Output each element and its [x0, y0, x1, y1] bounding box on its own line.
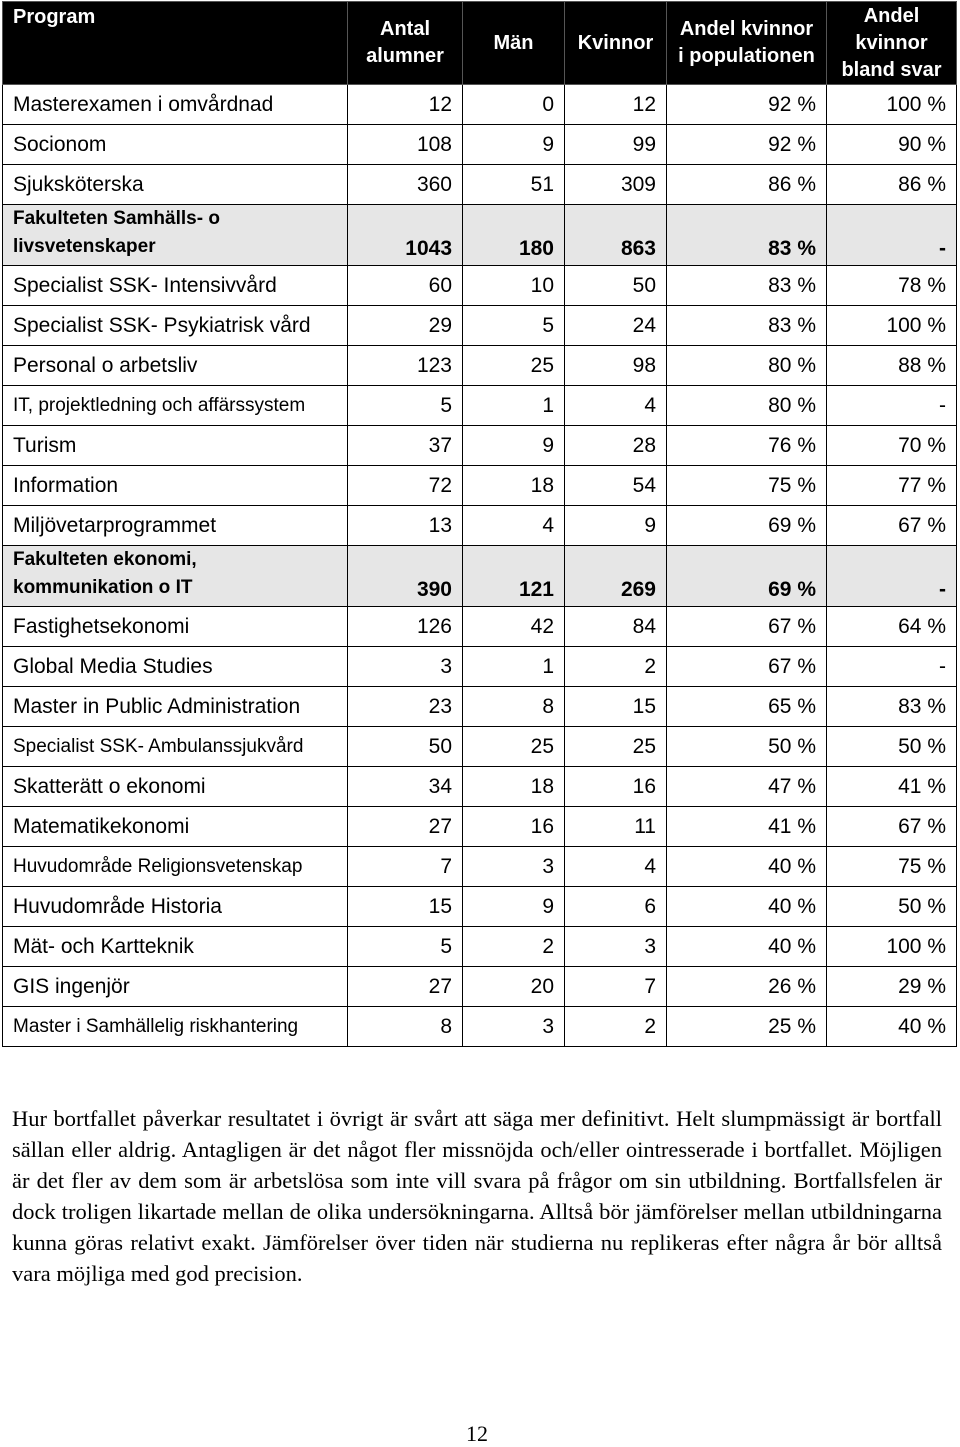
cell-antal-alumner: 8 — [348, 1007, 463, 1047]
cell-andel-svar: 83 % — [827, 687, 957, 727]
cell-antal-alumner: 5 — [348, 927, 463, 967]
cell-man: 2 — [463, 927, 565, 967]
cell-kvinnor: 50 — [565, 266, 667, 306]
cell-man: 25 — [463, 346, 565, 386]
cell-program: Global Media Studies — [3, 647, 348, 687]
table-body — [3, 85, 957, 1047]
body-paragraph: Hur bortfallet påverkar resultatet i övrigt är svårt att säga mer definitivt. Helt slumpmässigt är bortfall sällan eller aldrig. Antagligen är det något fler missnöjda och/eller ointresserade i bortfallet. Möjligen är det fler av dem som är arbetslösa som inte vill svara på frågor om sin utbildning. Bortfallsfelen är dock troligen likartade mellan de olika undersökningarna. Alltså bör jämförelser mellan utbildningarna kunna göras relativt exakt. Jämförelser över tiden när studierna nu replikeras efter några år bör alltså vara möjliga med god precision. — [12, 1106, 942, 1286]
cell-man: 10 — [463, 266, 565, 306]
cell-man: 42 — [463, 607, 565, 647]
cell-andel-population: 25 % — [667, 1007, 827, 1047]
cell-program: IT, projektledning och affärssystem — [3, 386, 348, 426]
cell-kvinnor: 24 — [565, 306, 667, 346]
cell-program: Sjuksköterska — [3, 165, 348, 205]
cell-kvinnor: 28 — [565, 426, 667, 466]
cell-man: 121 — [463, 546, 565, 607]
faculty-summary-row — [3, 205, 957, 266]
cell-program: Personal o arbetsliv — [3, 346, 348, 386]
cell-antal-alumner: 34 — [348, 767, 463, 807]
cell-program: Fakulteten Samhälls- o livsvetenskaper — [3, 205, 348, 266]
faculty-summary-row — [3, 546, 957, 607]
cell-antal-alumner: 7 — [348, 847, 463, 887]
cell-man: 4 — [463, 506, 565, 546]
cell-andel-svar: 50 % — [827, 727, 957, 767]
cell-man: 3 — [463, 1007, 565, 1047]
cell-andel-svar: 86 % — [827, 165, 957, 205]
table-row — [3, 165, 957, 205]
cell-andel-svar: - — [827, 386, 957, 426]
cell-kvinnor: 7 — [565, 967, 667, 1007]
cell-andel-population: 76 % — [667, 426, 827, 466]
table-row — [3, 967, 957, 1007]
cell-andel-population: 67 % — [667, 607, 827, 647]
cell-man: 51 — [463, 165, 565, 205]
cell-andel-population: 47 % — [667, 767, 827, 807]
cell-andel-population: 26 % — [667, 967, 827, 1007]
cell-kvinnor: 269 — [565, 546, 667, 607]
cell-andel-population: 40 % — [667, 927, 827, 967]
cell-andel-population: 75 % — [667, 466, 827, 506]
cell-kvinnor: 12 — [565, 85, 667, 125]
cell-andel-svar: 29 % — [827, 967, 957, 1007]
table-row — [3, 506, 957, 546]
cell-program: Turism — [3, 426, 348, 466]
cell-kvinnor: 2 — [565, 1007, 667, 1047]
cell-antal-alumner: 3 — [348, 647, 463, 687]
table-header-row — [3, 2, 957, 85]
cell-andel-population: 86 % — [667, 165, 827, 205]
cell-antal-alumner: 15 — [348, 887, 463, 927]
alumni-gender-table — [2, 1, 957, 1047]
cell-andel-population: 83 % — [667, 266, 827, 306]
cell-man: 9 — [463, 887, 565, 927]
cell-andel-population: 40 % — [667, 847, 827, 887]
cell-andel-population: 67 % — [667, 647, 827, 687]
cell-program: Information — [3, 466, 348, 506]
header-kvinnor: Kvinnor — [565, 2, 667, 85]
table-row — [3, 847, 957, 887]
cell-kvinnor: 9 — [565, 506, 667, 546]
cell-andel-svar: 77 % — [827, 466, 957, 506]
cell-andel-population: 80 % — [667, 346, 827, 386]
cell-kvinnor: 6 — [565, 887, 667, 927]
cell-andel-population: 69 % — [667, 546, 827, 607]
cell-antal-alumner: 390 — [348, 546, 463, 607]
cell-antal-alumner: 5 — [348, 386, 463, 426]
cell-kvinnor: 11 — [565, 807, 667, 847]
cell-antal-alumner: 72 — [348, 466, 463, 506]
page-number: 12 — [466, 1421, 488, 1446]
table-row — [3, 386, 957, 426]
header-man: Män — [463, 2, 565, 85]
cell-kvinnor: 863 — [565, 205, 667, 266]
cell-andel-svar: - — [827, 205, 957, 266]
cell-andel-svar: 67 % — [827, 807, 957, 847]
cell-andel-population: 50 % — [667, 727, 827, 767]
cell-andel-svar: 50 % — [827, 887, 957, 927]
cell-program: Huvudområde Historia — [3, 887, 348, 927]
header-program: Program — [3, 2, 348, 85]
cell-antal-alumner: 12 — [348, 85, 463, 125]
cell-andel-population: 40 % — [667, 887, 827, 927]
table-row — [3, 727, 957, 767]
cell-man: 0 — [463, 85, 565, 125]
cell-andel-population: 92 % — [667, 125, 827, 165]
cell-andel-population: 69 % — [667, 506, 827, 546]
table-row — [3, 887, 957, 927]
cell-antal-alumner: 27 — [348, 967, 463, 1007]
cell-antal-alumner: 50 — [348, 727, 463, 767]
cell-kvinnor: 99 — [565, 125, 667, 165]
cell-program: Fastighetsekonomi — [3, 607, 348, 647]
cell-man: 1 — [463, 647, 565, 687]
cell-program: Master in Public Administration — [3, 687, 348, 727]
cell-program: Mät- och Kartteknik — [3, 927, 348, 967]
cell-man: 20 — [463, 967, 565, 1007]
cell-program: Miljövetarprogrammet — [3, 506, 348, 546]
table-row — [3, 306, 957, 346]
cell-andel-svar: 70 % — [827, 426, 957, 466]
cell-man: 180 — [463, 205, 565, 266]
table-row — [3, 346, 957, 386]
table-row — [3, 266, 957, 306]
cell-man: 18 — [463, 466, 565, 506]
cell-antal-alumner: 13 — [348, 506, 463, 546]
cell-program: Specialist SSK- Ambulanssjukvård — [3, 727, 348, 767]
cell-man: 16 — [463, 807, 565, 847]
cell-andel-population: 83 % — [667, 205, 827, 266]
cell-antal-alumner: 23 — [348, 687, 463, 727]
cell-andel-svar: 40 % — [827, 1007, 957, 1047]
table-row — [3, 607, 957, 647]
cell-program: Master i Samhällelig riskhantering — [3, 1007, 348, 1047]
cell-andel-svar: 88 % — [827, 346, 957, 386]
table-row — [3, 1007, 957, 1047]
header-andel-kvinnor-population: Andel kvinnor i populationen — [667, 2, 827, 85]
cell-antal-alumner: 27 — [348, 807, 463, 847]
cell-program: Fakulteten ekonomi, kommunikation o IT — [3, 546, 348, 607]
cell-andel-population: 80 % — [667, 386, 827, 426]
cell-andel-svar: - — [827, 647, 957, 687]
cell-andel-svar: 67 % — [827, 506, 957, 546]
cell-kvinnor: 309 — [565, 165, 667, 205]
cell-program: Skatterätt o ekonomi — [3, 767, 348, 807]
cell-program: Masterexamen i omvårdnad — [3, 85, 348, 125]
table-row — [3, 466, 957, 506]
cell-kvinnor: 98 — [565, 346, 667, 386]
cell-andel-svar: 100 % — [827, 85, 957, 125]
cell-andel-svar: - — [827, 546, 957, 607]
table-row — [3, 927, 957, 967]
cell-andel-svar: 64 % — [827, 607, 957, 647]
cell-man: 18 — [463, 767, 565, 807]
cell-antal-alumner: 1043 — [348, 205, 463, 266]
cell-man: 5 — [463, 306, 565, 346]
cell-andel-population: 83 % — [667, 306, 827, 346]
cell-andel-svar: 41 % — [827, 767, 957, 807]
table-row — [3, 647, 957, 687]
cell-kvinnor: 15 — [565, 687, 667, 727]
table-row — [3, 807, 957, 847]
cell-program: Specialist SSK- Psykiatrisk vård — [3, 306, 348, 346]
cell-program: GIS ingenjör — [3, 967, 348, 1007]
cell-kvinnor: 84 — [565, 607, 667, 647]
table-row — [3, 687, 957, 727]
cell-man: 1 — [463, 386, 565, 426]
table-row — [3, 767, 957, 807]
header-antal-alumner: Antal alumner — [348, 2, 463, 85]
header-andel-kvinnor-svar: Andel kvinnor bland svar — [827, 2, 957, 85]
cell-kvinnor: 25 — [565, 727, 667, 767]
cell-program: Specialist SSK- Intensivvård — [3, 266, 348, 306]
cell-kvinnor: 54 — [565, 466, 667, 506]
cell-kvinnor: 4 — [565, 847, 667, 887]
cell-andel-svar: 100 % — [827, 927, 957, 967]
cell-antal-alumner: 60 — [348, 266, 463, 306]
cell-andel-svar: 100 % — [827, 306, 957, 346]
cell-kvinnor: 2 — [565, 647, 667, 687]
table-row — [3, 426, 957, 466]
cell-man: 3 — [463, 847, 565, 887]
cell-antal-alumner: 360 — [348, 165, 463, 205]
cell-antal-alumner: 37 — [348, 426, 463, 466]
cell-andel-svar: 78 % — [827, 266, 957, 306]
cell-antal-alumner: 123 — [348, 346, 463, 386]
cell-kvinnor: 3 — [565, 927, 667, 967]
cell-andel-population: 41 % — [667, 807, 827, 847]
cell-man: 9 — [463, 426, 565, 466]
cell-andel-svar: 90 % — [827, 125, 957, 165]
cell-kvinnor: 4 — [565, 386, 667, 426]
table-row — [3, 85, 957, 125]
cell-kvinnor: 16 — [565, 767, 667, 807]
cell-man: 8 — [463, 687, 565, 727]
cell-antal-alumner: 126 — [348, 607, 463, 647]
cell-andel-population: 92 % — [667, 85, 827, 125]
cell-man: 9 — [463, 125, 565, 165]
cell-andel-population: 65 % — [667, 687, 827, 727]
table-row — [3, 125, 957, 165]
cell-program: Matematikekonomi — [3, 807, 348, 847]
cell-man: 25 — [463, 727, 565, 767]
cell-andel-svar: 75 % — [827, 847, 957, 887]
cell-antal-alumner: 29 — [348, 306, 463, 346]
cell-program: Socionom — [3, 125, 348, 165]
cell-antal-alumner: 108 — [348, 125, 463, 165]
cell-program: Huvudområde Religionsvetenskap — [3, 847, 348, 887]
